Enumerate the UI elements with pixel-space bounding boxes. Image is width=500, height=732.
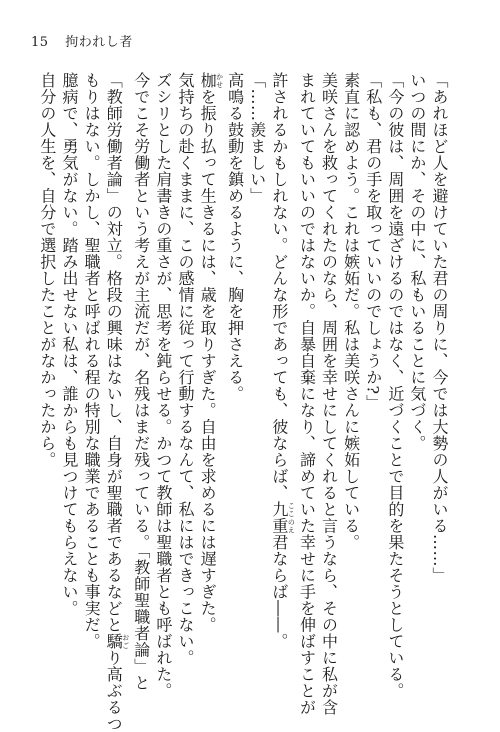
text-line-2: いつの間にか、その中に、私もいることに気づく。 (406, 72, 428, 672)
page-number: 15 (31, 35, 49, 50)
text-line-18: 自分の人生を、自分で選択したことがなかったから。 (36, 72, 58, 672)
text-line-15-head: 「教師労働者論」の対立。格段の興味はないし、自身が聖職者であるなどと (104, 72, 123, 633)
text-line-3: 「今の彼は、周囲を遠ざけるのではなく、近づくことで目的を果たそうとしている。 (384, 72, 406, 672)
text-line-5: 素直に認めよう。これは嫉妬だ。私は美咲さんに嫉妬している。 (340, 72, 362, 672)
vertical-text-body (36, 72, 450, 672)
text-line-1: 「あれほど人を避けていた君の周りに、今では大勢の人がいる……」 (428, 72, 450, 672)
chapter-title: 拘われし者 (65, 35, 133, 50)
text-line-12: 気持ちの赴くままに、この感情に従って行動するなんて、私にはできっこない。 (174, 72, 196, 672)
text-line-11-rest: を振り払って生きるには、歳を取りすぎた。自由を求めるには遅すぎた。 (198, 89, 217, 634)
text-line-11 (196, 72, 224, 672)
ruby-kokonoe: 九重ここのえ (270, 501, 289, 534)
text-line-8 (268, 72, 296, 672)
text-line-8-tail: 君ならば――。 (270, 534, 289, 650)
text-line-10: 高鳴る鼓動を鎮めるように、胸を押さえる。 (224, 72, 246, 672)
page-header (31, 35, 133, 51)
text-line-15 (102, 72, 130, 672)
text-line-6: 美咲さんを救ってくれたのなら、周囲を幸せにしてくれると言うなら、その中に私が含 (317, 72, 339, 672)
ruby-ogo: 驕おご (104, 633, 123, 650)
text-line-14: 今でこそ労働者という考えが主流だが、名残はまだ残っている。「教師聖職者論」と (130, 72, 152, 672)
text-line-9: 「……羨ましい」 (246, 72, 268, 672)
text-line-15-tail: り高ぶるつ (104, 650, 123, 732)
text-line-13: ズシリとした肩書きの重さが、思考を鈍らせる。かつて教師は聖職者とも呼ばれた。 (152, 72, 174, 672)
text-line-4: 「私も、君の手を取っていいのでしょうか?」 (362, 72, 384, 672)
text-line-17: 臆病で、勇気がない。踏み出せない私は、誰からも見つけてもらえない。 (58, 72, 80, 672)
text-line-16: もりはない。しかし、聖職者と呼ばれる程の特別な職業であることも事実だ。 (80, 72, 102, 672)
text-line-8-main: 許されるかもしれない。どんな形であっても、彼ならば、 (270, 72, 289, 501)
ruby-kase: 枷かせ (198, 72, 217, 89)
text-line-7: まれていてもいいのではないか。自暴自棄になり、諦めていた幸せに手を伸ばすことが (295, 72, 317, 672)
